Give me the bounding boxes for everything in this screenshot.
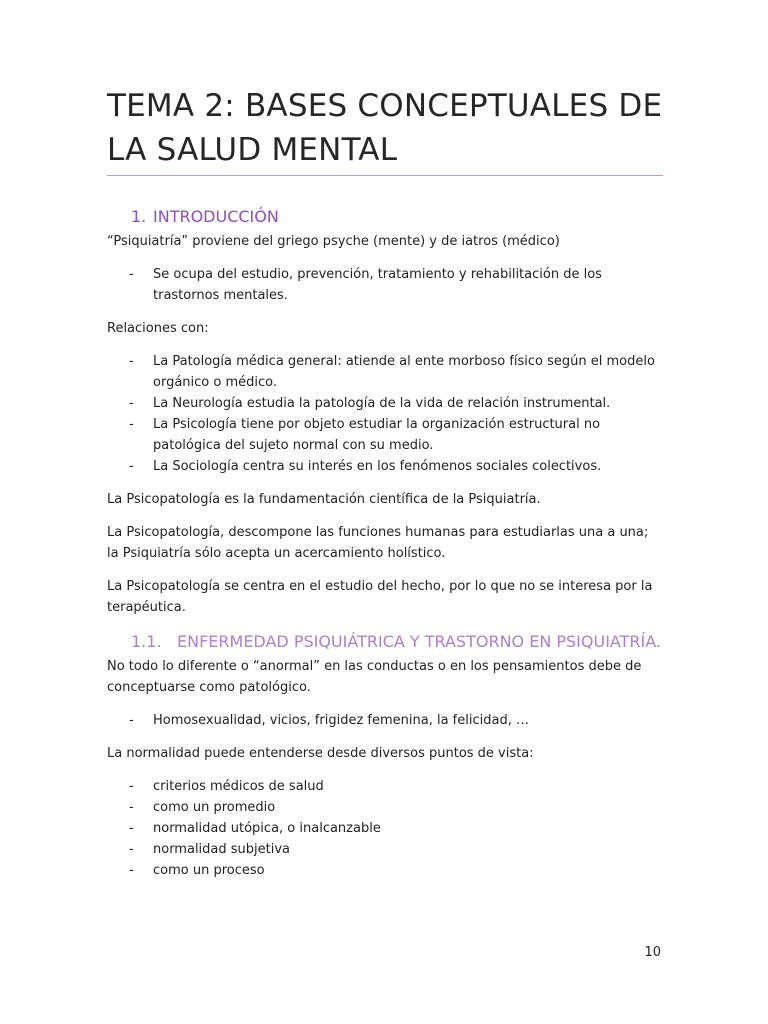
dash-list: [129, 776, 663, 881]
list-dash: -: [129, 800, 134, 815]
list-item: [129, 264, 663, 306]
list-item-text: criterios médicos de salud: [153, 779, 324, 794]
list-item: [129, 776, 663, 797]
list-dash: -: [129, 779, 134, 794]
paragraph: La Psicopatología es la fundamentación científica de la Psiquiatría.: [107, 492, 541, 507]
title-divider: [107, 175, 663, 176]
list-dash: -: [129, 821, 134, 836]
page-title: TEMA 2: BASES CONCEPTUALES DE LA SALUD MENTAL: [107, 88, 663, 168]
list-item-text: como un proceso: [153, 863, 265, 878]
subsection-title: ENFERMEDAD PSIQUIÁTRICA Y TRASTORNO EN PSIQUIATRÍA.: [177, 632, 661, 651]
section-heading-introduccion: [131, 205, 663, 229]
list-item-text: Homosexualidad, vicios, frigidez femenina, la felicidad, …: [153, 713, 529, 728]
dash-list: [129, 264, 663, 306]
paragraph: “Psiquiatría” proviene del griego psyche (mente) y de iatros (médico): [107, 234, 560, 249]
list-item: [129, 351, 663, 393]
paragraph: La Psicopatología, descompone las funciones humanas para estudiarlas una a una; la Psiquiatría sólo acepta un acercamiento holístico.: [107, 525, 649, 561]
list-item: [129, 456, 663, 477]
list-dash: -: [129, 863, 134, 878]
list-item: [129, 710, 663, 731]
section-title: INTRODUCCIÓN: [153, 207, 279, 226]
list-item: [129, 393, 663, 414]
list-item-text: normalidad utópica, o inalcanzable: [153, 821, 381, 836]
list-item-text: La Neurología estudia la patología de la vida de relación instrumental.: [153, 396, 611, 411]
section-number: 1.: [131, 207, 147, 226]
subsection-heading-enfermedad: [131, 630, 663, 654]
dash-list: [129, 710, 663, 731]
paragraph: Relaciones con:: [107, 321, 209, 336]
subsection-number: 1.1.: [131, 632, 162, 651]
list-item-text: normalidad subjetiva: [153, 842, 291, 857]
page-content: [107, 205, 663, 893]
list-item: [129, 860, 663, 881]
list-item: [129, 797, 663, 818]
paragraph: La normalidad puede entenderse desde diversos puntos de vista:: [107, 746, 534, 761]
list-dash: -: [129, 459, 134, 474]
list-item-text: La Sociología centra su interés en los fenómenos sociales colectivos.: [153, 459, 602, 474]
list-item-text: La Psicología tiene por objeto estudiar la organización estructural no patológica del sujeto normal con su medio.: [153, 417, 601, 453]
list-item: [129, 818, 663, 839]
list-item: [129, 414, 663, 456]
list-dash: -: [129, 267, 134, 282]
list-item-text: como un promedio: [153, 800, 276, 815]
page-number: 10: [644, 945, 661, 960]
dash-list: [129, 351, 663, 477]
list-dash: -: [129, 713, 134, 728]
list-dash: -: [129, 417, 134, 432]
list-dash: -: [129, 354, 134, 369]
list-item-text: Se ocupa del estudio, prevención, tratamiento y rehabilitación de los trastornos mentales.: [153, 267, 602, 303]
list-item-text: La Patología médica general: atiende al ente morboso físico según el modelo orgánico o médico.: [153, 354, 655, 390]
list-item: [129, 839, 663, 860]
paragraph: La Psicopatología se centra en el estudio del hecho, por lo que no se interesa por la terapéutica.: [107, 579, 653, 615]
paragraph: No todo lo diferente o “anormal” en las conductas o en los pensamientos debe de conceptuarse como patológico.: [107, 659, 642, 695]
list-dash: -: [129, 842, 134, 857]
list-dash: -: [129, 396, 134, 411]
document-page: [107, 0, 663, 1024]
